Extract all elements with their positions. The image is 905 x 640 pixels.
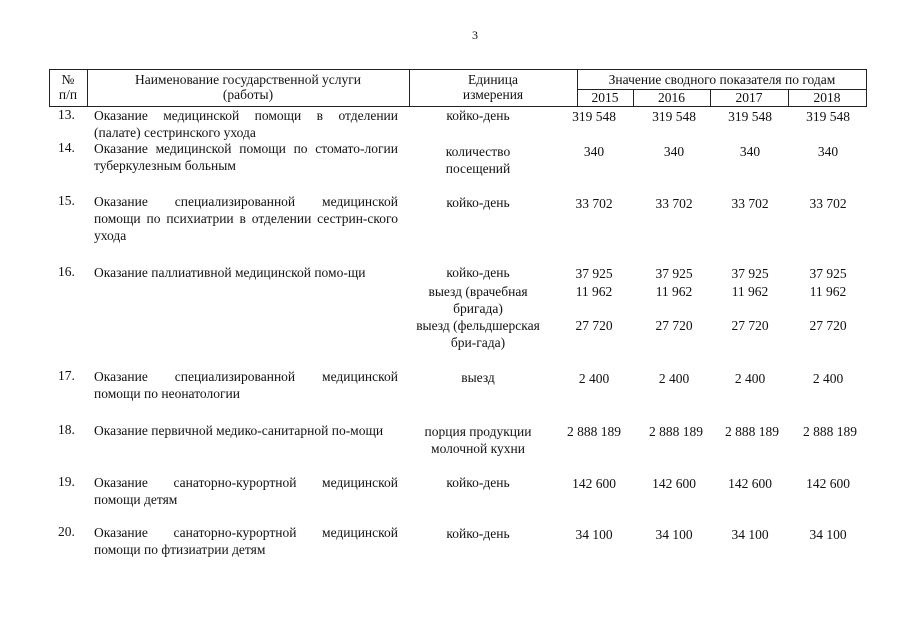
value-2015: 340 (583, 144, 605, 159)
service-name: Оказание специализированной медицинской помощи по психиатрии в отделении сестрин-ского ухода (94, 194, 398, 243)
value-2018: 2 888 189 (803, 424, 857, 439)
service-name: Оказание медицинской помощи в отделении (палате) сестринского ухода (94, 108, 398, 140)
value-2017: 37 925 (731, 266, 769, 281)
service-name: Оказание первичной медико-санитарной по-мощи (94, 423, 384, 438)
row-number: 13. (58, 107, 75, 122)
value-2018: 2 400 (812, 371, 844, 386)
value-2018: 34 100 (809, 527, 847, 542)
unit-label: койко-день (446, 195, 510, 210)
unit-label: порция продукции молочной кухни (424, 424, 532, 456)
value-2018: 319 548 (806, 109, 850, 124)
value-2018: 142 600 (806, 476, 850, 491)
unit-label: выезд (461, 370, 495, 385)
header-year-2015: 2015 (591, 90, 619, 105)
header-name-line2: (работы) (222, 87, 274, 102)
header-year-2018: 2018 (813, 90, 841, 105)
value-2018: 37 925 (809, 266, 847, 281)
service-name: Оказание санаторно-курортной медицинской помощи детям (94, 475, 398, 507)
value-2017: 34 100 (731, 527, 769, 542)
value-2016: 319 548 (652, 109, 696, 124)
value-2018: 11 962 (809, 284, 847, 299)
row-number: 15. (58, 193, 75, 208)
row-number: 19. (58, 474, 75, 489)
header-top-border (49, 69, 867, 70)
header-year-2016: 2016 (658, 90, 685, 105)
header-unit-line1: Единица (467, 72, 518, 87)
value-2017: 33 702 (731, 196, 769, 211)
row-number: 14. (58, 140, 75, 155)
service-name: Оказание медицинской помощи по стомато-логии туберкулезным больным (94, 141, 398, 173)
unit-label: количество посещений (445, 144, 511, 176)
service-name: Оказание санаторно-курортной медицинской помощи по фтизиатрии детям (94, 525, 398, 557)
row-number: 18. (58, 422, 75, 437)
unit-label: выезд (врачебная бригада) (428, 284, 528, 316)
value-2015: 2 888 189 (567, 424, 621, 439)
row-number: 20. (58, 524, 75, 539)
value-2015: 2 400 (578, 371, 610, 386)
header-values-title: Значение сводного показателя по годам (608, 72, 836, 87)
value-2017: 2 400 (734, 371, 766, 386)
value-2015: 319 548 (572, 109, 616, 124)
value-2015: 27 720 (575, 318, 613, 333)
value-2016: 33 702 (655, 196, 693, 211)
value-2017: 340 (739, 144, 761, 159)
value-2016: 37 925 (655, 266, 693, 281)
value-2018: 33 702 (809, 196, 847, 211)
value-2016: 2 400 (658, 371, 690, 386)
value-2016: 27 720 (655, 318, 693, 333)
value-2015: 11 962 (575, 284, 613, 299)
unit-label: койко-день (446, 265, 510, 280)
row-number: 17. (58, 368, 75, 383)
unit-label: койко-день (446, 526, 510, 541)
value-2015: 37 925 (575, 266, 613, 281)
header-unit-line2: измерения (462, 87, 524, 102)
value-2015: 142 600 (572, 476, 616, 491)
header-unit-col (409, 72, 577, 102)
service-name: Оказание паллиативной медицинской помо-щи (94, 265, 366, 280)
value-2016: 142 600 (652, 476, 696, 491)
row-number: 16. (58, 264, 75, 279)
unit-label: выезд (фельдшерская бри-гада) (416, 318, 540, 350)
value-2018: 27 720 (809, 318, 847, 333)
value-2016: 11 962 (655, 284, 693, 299)
value-2017: 11 962 (731, 284, 769, 299)
value-2017: 27 720 (731, 318, 769, 333)
value-2017: 2 888 189 (725, 424, 779, 439)
value-2016: 2 888 189 (649, 424, 703, 439)
unit-label: койко-день (446, 475, 510, 490)
unit-label: койко-день (446, 108, 510, 123)
value-2015: 34 100 (575, 527, 613, 542)
header-name-line1: Наименование государственной услуги (134, 72, 362, 87)
header-year-2017: 2017 (735, 90, 763, 105)
value-2016: 340 (663, 144, 685, 159)
value-2018: 340 (817, 144, 839, 159)
page-number: 3 (472, 28, 478, 42)
header-num-line1: № (61, 72, 75, 87)
service-name: Оказание специализированной медицинской помощи по неонатологии (94, 369, 398, 401)
value-2015: 33 702 (575, 196, 613, 211)
value-2017: 142 600 (728, 476, 772, 491)
value-2017: 319 548 (728, 109, 772, 124)
header-num-col (49, 72, 87, 102)
header-name-col (87, 72, 409, 102)
header-num-line2: п/п (58, 87, 78, 102)
value-2016: 34 100 (655, 527, 693, 542)
table-header (49, 69, 867, 107)
